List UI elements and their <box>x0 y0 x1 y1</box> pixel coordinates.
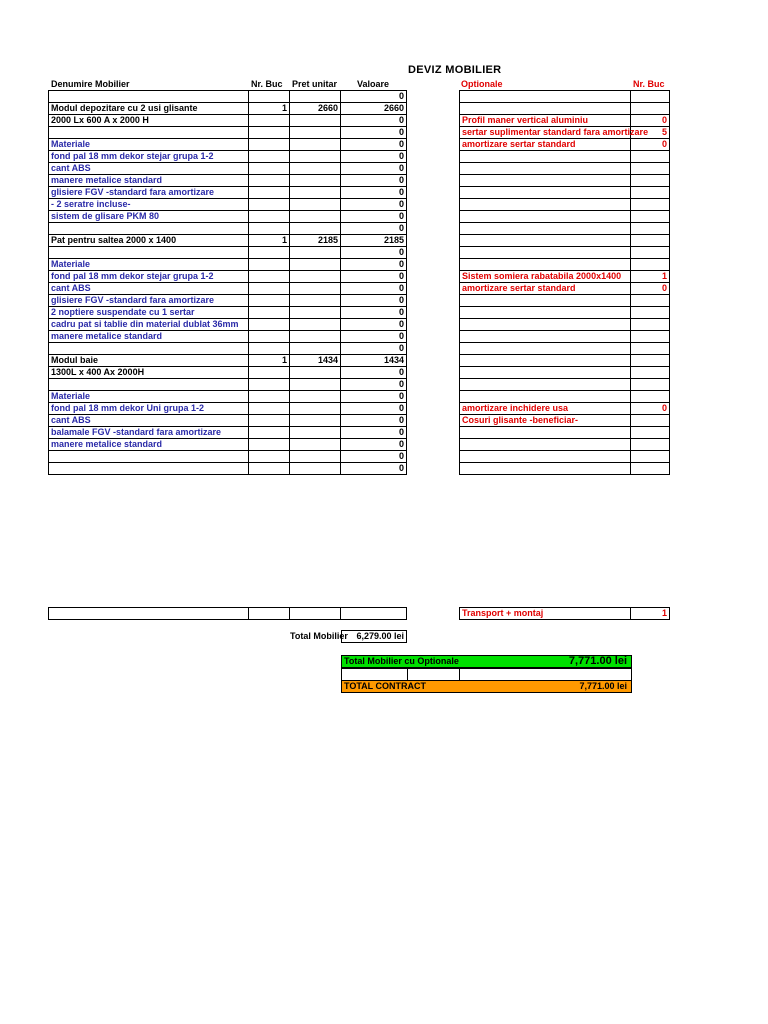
cell-qty <box>249 451 290 463</box>
cell-name: cant ABS <box>49 283 249 295</box>
table-row <box>49 463 407 475</box>
cell-value: 0 <box>341 259 407 271</box>
cell-price <box>290 151 341 163</box>
option-qty: 5 <box>631 127 670 139</box>
table-row <box>49 307 407 319</box>
option-row <box>460 259 670 271</box>
cell-price <box>290 271 341 283</box>
table-row <box>49 271 407 283</box>
option-qty <box>631 151 670 163</box>
option-name: amortizare sertar standard <box>460 283 631 295</box>
cell-qty <box>249 415 290 427</box>
option-row <box>460 235 670 247</box>
cell-price <box>290 463 341 475</box>
cell-qty <box>249 331 290 343</box>
cell-name: manere metalice standard <box>49 175 249 187</box>
cell-price <box>290 127 341 139</box>
cell-price <box>290 319 341 331</box>
cell-qty <box>249 199 290 211</box>
option-name <box>460 151 631 163</box>
option-row <box>460 367 670 379</box>
option-row <box>460 103 670 115</box>
table-row <box>49 367 407 379</box>
table-row <box>49 223 407 235</box>
header-valoare: Valoare <box>357 79 390 89</box>
cell-value: 0 <box>341 115 407 127</box>
total-mobilier-value: 6,279.00 lei <box>341 630 407 643</box>
cell-price <box>290 199 341 211</box>
cell-value: 2185 <box>341 235 407 247</box>
option-row <box>460 295 670 307</box>
table-row <box>49 451 407 463</box>
cell-qty <box>249 139 290 151</box>
option-qty <box>631 379 670 391</box>
option-name <box>460 367 631 379</box>
cell-name: Materiale <box>49 139 249 151</box>
option-row <box>460 139 670 151</box>
option-row <box>460 283 670 295</box>
table-row <box>49 343 407 355</box>
option-row <box>460 223 670 235</box>
table-row <box>49 319 407 331</box>
cell-qty <box>249 91 290 103</box>
option-row <box>460 175 670 187</box>
option-name <box>460 223 631 235</box>
table-row <box>49 163 407 175</box>
option-row <box>460 439 670 451</box>
cell-value: 0 <box>341 415 407 427</box>
option-name <box>460 199 631 211</box>
table-row <box>49 355 407 367</box>
cell-value: 0 <box>341 319 407 331</box>
cell-name: cant ABS <box>49 163 249 175</box>
cell-value: 0 <box>341 391 407 403</box>
cell-name: 2 noptiere suspendate cu 1 sertar <box>49 307 249 319</box>
cell-value: 0 <box>341 427 407 439</box>
option-qty: 0 <box>631 115 670 127</box>
option-name: amortizare inchidere usa <box>460 403 631 415</box>
option-qty <box>631 463 670 475</box>
cell-price: 1434 <box>290 355 341 367</box>
cell-price <box>290 439 341 451</box>
cell-price <box>290 379 341 391</box>
cell-qty <box>249 367 290 379</box>
option-name: Profil maner vertical aluminiu <box>460 115 631 127</box>
option-qty <box>631 451 670 463</box>
cell-price <box>290 247 341 259</box>
cell-price <box>290 427 341 439</box>
option-name <box>460 175 631 187</box>
option-qty <box>631 199 670 211</box>
cell-value: 0 <box>341 163 407 175</box>
cell-value: 0 <box>341 331 407 343</box>
option-row <box>460 343 670 355</box>
cell-qty <box>249 439 290 451</box>
cell-price <box>290 187 341 199</box>
cell-qty <box>249 343 290 355</box>
cell-qty <box>249 403 290 415</box>
cell-name <box>49 91 249 103</box>
option-qty <box>631 295 670 307</box>
option-qty <box>631 343 670 355</box>
cell-value: 0 <box>341 307 407 319</box>
option-row <box>460 127 670 139</box>
cell-value: 0 <box>341 223 407 235</box>
transport-left-row <box>48 607 407 620</box>
option-name <box>460 391 631 403</box>
cell-qty <box>249 307 290 319</box>
option-row <box>460 187 670 199</box>
cell-qty <box>249 223 290 235</box>
option-qty <box>631 331 670 343</box>
option-qty <box>631 235 670 247</box>
cell-name: Materiale <box>49 259 249 271</box>
option-row <box>460 91 670 103</box>
transport-row <box>459 607 670 620</box>
option-name <box>460 343 631 355</box>
option-name <box>460 91 631 103</box>
header-pret-unitar: Pret unitar <box>292 79 338 89</box>
cell-name: 1300L x 400 Ax 2000H <box>49 367 249 379</box>
header-nr-buc: Nr. Buc <box>251 79 283 89</box>
cell-price <box>290 391 341 403</box>
cell-price <box>290 295 341 307</box>
cell-qty <box>249 259 290 271</box>
option-name <box>460 247 631 259</box>
cell-qty <box>249 271 290 283</box>
option-name <box>460 307 631 319</box>
option-name <box>460 103 631 115</box>
option-row <box>460 391 670 403</box>
option-name <box>460 295 631 307</box>
total-optionale-value: 7,771.00 lei <box>568 655 627 667</box>
option-name <box>460 319 631 331</box>
table-row <box>49 103 407 115</box>
cell-value: 2660 <box>341 103 407 115</box>
option-name <box>460 439 631 451</box>
option-qty <box>631 211 670 223</box>
cell-price: 2660 <box>290 103 341 115</box>
table-row <box>49 391 407 403</box>
cell-name <box>49 223 249 235</box>
cell-name: sistem de glisare PKM 80 <box>49 211 249 223</box>
option-qty: 0 <box>631 283 670 295</box>
table-row <box>49 427 407 439</box>
cell-value: 0 <box>341 211 407 223</box>
option-row <box>460 463 670 475</box>
option-qty <box>631 439 670 451</box>
cell-qty <box>249 283 290 295</box>
table-row <box>49 91 407 103</box>
table-row <box>49 151 407 163</box>
option-qty <box>631 91 670 103</box>
cell-value: 0 <box>341 367 407 379</box>
cell-name: cant ABS <box>49 415 249 427</box>
cell-name: fond pal 18 mm dekor stejar grupa 1-2 <box>49 151 249 163</box>
option-row <box>460 355 670 367</box>
table-row <box>49 379 407 391</box>
option-row <box>460 211 670 223</box>
option-name: Cosuri glisante -beneficiar- <box>460 415 631 427</box>
cell-qty <box>249 175 290 187</box>
option-row <box>460 379 670 391</box>
table-row <box>49 403 407 415</box>
cell-value: 0 <box>341 151 407 163</box>
cell-name: - 2 seratre incluse- <box>49 199 249 211</box>
cell-value: 0 <box>341 295 407 307</box>
table-row <box>49 295 407 307</box>
cell-name: balamale FGV -standard fara amortizare <box>49 427 249 439</box>
cell-price <box>290 163 341 175</box>
cell-price <box>290 223 341 235</box>
cell-value: 0 <box>341 199 407 211</box>
option-qty <box>631 223 670 235</box>
option-qty <box>631 427 670 439</box>
option-qty <box>631 103 670 115</box>
cell-name: Modul baie <box>49 355 249 367</box>
option-row <box>460 163 670 175</box>
option-row <box>460 415 670 427</box>
cell-name: manere metalice standard <box>49 331 249 343</box>
option-qty <box>631 247 670 259</box>
cell-qty <box>249 295 290 307</box>
option-qty <box>631 163 670 175</box>
cell-name: cadru pat si tablie din material dublat 36mm <box>49 319 249 331</box>
option-name <box>460 163 631 175</box>
cell-price <box>290 331 341 343</box>
cell-price <box>290 367 341 379</box>
cell-name <box>49 463 249 475</box>
cell-name: glisiere FGV -standard fara amortizare <box>49 295 249 307</box>
option-row <box>460 451 670 463</box>
cell-value: 0 <box>341 271 407 283</box>
cell-price <box>290 211 341 223</box>
table-row <box>49 175 407 187</box>
cell-value: 0 <box>341 439 407 451</box>
table-row <box>49 283 407 295</box>
option-name <box>460 463 631 475</box>
cell-name <box>49 451 249 463</box>
option-row <box>460 115 670 127</box>
cell-name: fond pal 18 mm dekor stejar grupa 1-2 <box>49 271 249 283</box>
cell-value: 0 <box>341 175 407 187</box>
cell-name: Pat pentru saltea 2000 x 1400 <box>49 235 249 247</box>
cell-price <box>290 175 341 187</box>
header-denumire: Denumire Mobilier <box>51 79 130 89</box>
cell-qty: 1 <box>249 235 290 247</box>
option-row <box>460 427 670 439</box>
options-table <box>459 90 670 475</box>
total-contract-value: 7,771.00 lei <box>579 681 627 691</box>
option-name <box>460 331 631 343</box>
cell-qty <box>249 427 290 439</box>
cell-qty <box>249 163 290 175</box>
cell-price <box>290 283 341 295</box>
cell-price <box>290 451 341 463</box>
cell-price <box>290 115 341 127</box>
option-qty: 0 <box>631 403 670 415</box>
cell-name <box>49 127 249 139</box>
cell-name <box>49 247 249 259</box>
cell-name: manere metalice standard <box>49 439 249 451</box>
table-row <box>49 439 407 451</box>
cell-price <box>290 343 341 355</box>
option-name <box>460 235 631 247</box>
cell-price <box>290 91 341 103</box>
table-row <box>49 331 407 343</box>
table-row <box>49 415 407 427</box>
cell-qty <box>249 379 290 391</box>
total-mobilier-label: Total Mobilier <box>290 631 348 641</box>
cell-qty <box>249 151 290 163</box>
transport-label: Transport + montaj <box>460 608 631 620</box>
option-qty <box>631 367 670 379</box>
table-row <box>49 139 407 151</box>
cell-value: 0 <box>341 91 407 103</box>
cell-value: 0 <box>341 451 407 463</box>
cell-price <box>290 403 341 415</box>
transport-qty: 1 <box>631 608 670 620</box>
cell-price: 2185 <box>290 235 341 247</box>
option-qty <box>631 307 670 319</box>
furniture-table <box>48 90 407 475</box>
cell-qty <box>249 187 290 199</box>
option-qty <box>631 415 670 427</box>
cell-price <box>290 307 341 319</box>
option-row <box>460 271 670 283</box>
table-row <box>49 127 407 139</box>
option-row <box>460 247 670 259</box>
cell-qty <box>249 115 290 127</box>
cell-qty <box>249 463 290 475</box>
total-optionale-label: Total Mobilier cu Optionale <box>344 656 459 666</box>
cell-name: glisiere FGV -standard fara amortizare <box>49 187 249 199</box>
cell-name <box>49 343 249 355</box>
cell-name: Modul depozitare cu 2 usi glisante <box>49 103 249 115</box>
option-row <box>460 319 670 331</box>
cell-value: 0 <box>341 379 407 391</box>
cell-name: fond pal 18 mm dekor Uni grupa 1-2 <box>49 403 249 415</box>
table-row <box>49 247 407 259</box>
option-name: amortizare sertar standard <box>460 139 631 151</box>
cell-price <box>290 259 341 271</box>
table-row <box>49 235 407 247</box>
cell-value: 0 <box>341 187 407 199</box>
cell-value: 0 <box>341 127 407 139</box>
option-name <box>460 211 631 223</box>
cell-value: 1434 <box>341 355 407 367</box>
total-contract-label: TOTAL CONTRACT <box>344 681 426 691</box>
option-qty: 1 <box>631 271 670 283</box>
option-row <box>460 307 670 319</box>
option-name <box>460 379 631 391</box>
total-contract-box <box>341 680 632 693</box>
cell-price <box>290 415 341 427</box>
cell-price <box>290 139 341 151</box>
option-qty <box>631 187 670 199</box>
cell-qty: 1 <box>249 103 290 115</box>
cell-qty <box>249 211 290 223</box>
option-row <box>460 151 670 163</box>
cell-value: 0 <box>341 463 407 475</box>
header-opt-nr-buc: Nr. Buc <box>633 79 665 89</box>
option-name <box>460 427 631 439</box>
cell-value: 0 <box>341 283 407 295</box>
cell-value: 0 <box>341 139 407 151</box>
option-row <box>460 199 670 211</box>
option-qty <box>631 355 670 367</box>
cell-name <box>49 379 249 391</box>
option-name: Sistem somiera rabatabila 2000x1400 <box>460 271 631 283</box>
option-qty <box>631 259 670 271</box>
table-row <box>49 187 407 199</box>
option-qty: 0 <box>631 139 670 151</box>
table-row <box>49 259 407 271</box>
option-name <box>460 451 631 463</box>
option-qty <box>631 175 670 187</box>
cell-qty: 1 <box>249 355 290 367</box>
option-name <box>460 259 631 271</box>
option-row <box>460 403 670 415</box>
table-row <box>49 199 407 211</box>
cell-qty <box>249 127 290 139</box>
cell-name: 2000 Lx 600 A x 2000 H <box>49 115 249 127</box>
cell-value: 0 <box>341 247 407 259</box>
option-name <box>460 355 631 367</box>
header-optionale: Optionale <box>461 79 503 89</box>
cell-qty <box>249 319 290 331</box>
cell-value: 0 <box>341 403 407 415</box>
cell-qty <box>249 247 290 259</box>
total-optionale-box <box>341 655 632 668</box>
option-name: sertar suplimentar standard fara amortizare <box>460 127 631 139</box>
table-row <box>49 211 407 223</box>
table-row <box>49 115 407 127</box>
cell-value: 0 <box>341 343 407 355</box>
cell-qty <box>249 391 290 403</box>
cell-name: Materiale <box>49 391 249 403</box>
option-row <box>460 331 670 343</box>
option-qty <box>631 319 670 331</box>
option-qty <box>631 391 670 403</box>
option-name <box>460 187 631 199</box>
page-title: DEVIZ MOBILIER <box>408 64 502 76</box>
